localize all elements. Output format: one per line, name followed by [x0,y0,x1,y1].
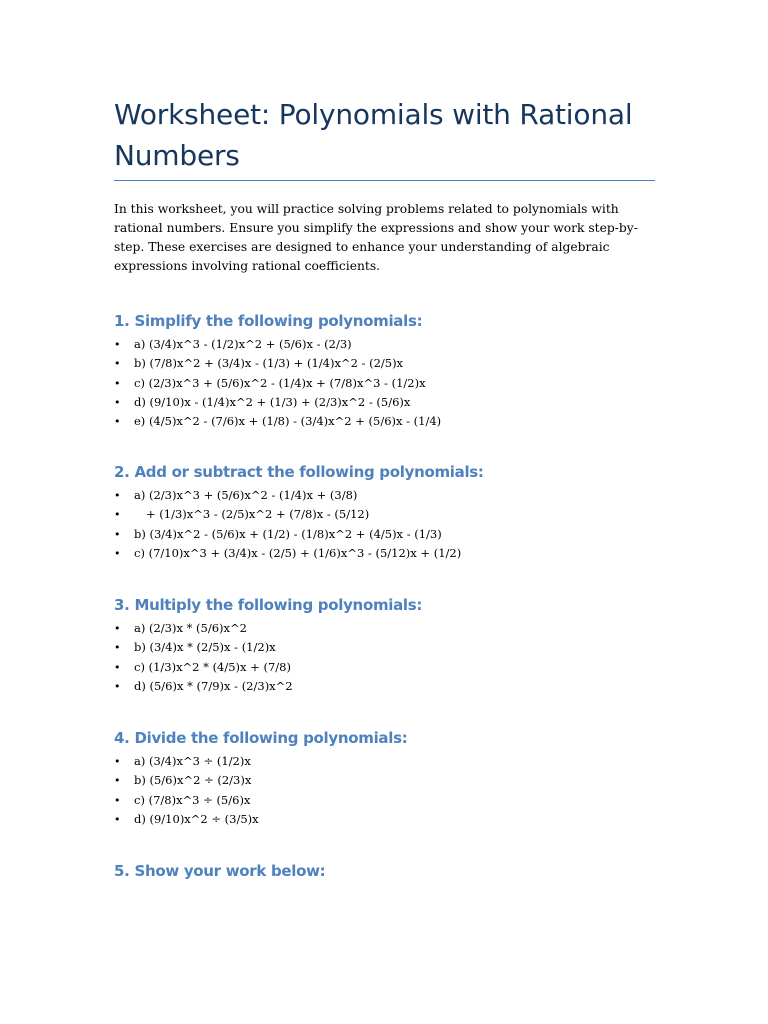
problem-list [114,335,674,431]
list-item [114,658,674,677]
section-heading: 5. Show your work below: [114,862,326,880]
bullet-icon: • [114,508,121,522]
problem-text: d) (9/10)x - (1/4)x^2 + (1/3) + (2/3)x^2 - (5/6)x [134,394,411,409]
bullet-icon: • [114,755,121,768]
problem-list [114,486,674,563]
list-item [114,412,674,431]
bullet-icon: • [114,357,121,371]
problem-text: c) (1/3)x^2 * (4/5)x + (7/8) [134,659,291,674]
section-simplify [114,309,674,431]
problem-list [114,619,674,696]
problem-text: a) (2/3)x^3 + (5/6)x^2 - (1/4)x + (3/8) [134,488,358,502]
problem-text: a) (2/3)x * (5/6)x^2 [134,621,247,635]
list-item [114,638,674,657]
bullet-icon: • [114,660,121,674]
bullet-icon: • [114,338,121,351]
list-item [114,393,674,412]
problem-text: b) (7/8)x^2 + (3/4)x - (1/3) + (1/4)x^2 - (2/5)x [134,356,404,371]
title-underline [114,180,655,181]
section-add-subtract [114,460,674,563]
list-item [114,677,674,696]
problem-text: a) (3/4)x^3 ÷ (1/2)x [134,754,251,768]
problem-text: b) (3/4)x^2 - (5/6)x + (1/2) - (1/8)x^2 + (4/5)x - (1/3) [134,526,442,541]
problem-text: c) (7/10)x^3 + (3/4)x - (2/5) + (1/6)x^3 - (5/12)x + (1/2) [134,545,462,560]
bullet-icon: • [114,679,121,693]
section-show-work [114,859,674,883]
problem-text: c) (2/3)x^3 + (5/6)x^2 - (1/4)x + (7/8)x^3 - (1/2)x [134,375,426,390]
list-item [114,791,674,810]
problem-text: a) (3/4)x^3 - (1/2)x^2 + (5/6)x - (2/3) [134,337,352,351]
section-heading: 4. Divide the following polynomials: [114,729,408,747]
bullet-icon: • [114,641,121,655]
list-item [114,771,674,790]
section-heading: 2. Add or subtract the following polynomials: [114,463,484,481]
list-item [114,335,674,354]
list-item [114,544,674,563]
list-item [114,752,674,771]
bullet-icon: • [114,489,121,502]
list-item [114,374,674,393]
bullet-icon: • [114,527,121,541]
list-item [114,619,674,638]
problem-text: d) (5/6)x * (7/9)x - (2/3)x^2 [134,678,293,693]
bullet-icon: • [114,793,121,807]
intro-paragraph: In this worksheet, you will practice solving problems related to polynomials with rational numbers. Ensure you simplify the expressions and show your work step-by-step. These exercises are designed to enhance your understanding of algebraic expressions involving rational coefficients. [114,202,638,273]
problem-text: b) (5/6)x^2 ÷ (2/3)x [134,773,252,788]
problem-text: e) (4/5)x^2 - (7/6)x + (1/8) - (3/4)x^2 + (5/6)x - (1/4) [134,414,442,429]
page-title: Worksheet: Polynomials with Rational Numbers [114,98,633,172]
problem-text: + (1/3)x^3 - (2/5)x^2 + (7/8)x - (5/12) [146,507,370,522]
bullet-icon: • [114,622,121,635]
bullet-icon: • [114,395,121,409]
list-item [114,525,674,544]
section-heading: 3. Multiply the following polynomials: [114,596,423,614]
bullet-icon: • [114,376,121,390]
list-item [114,354,674,373]
bullet-icon: • [114,546,121,560]
section-multiply [114,593,674,696]
list-item [114,810,674,829]
bullet-icon: • [114,415,121,429]
problem-text: d) (9/10)x^2 ÷ (3/5)x [134,811,259,826]
bullet-icon: • [114,774,121,788]
problem-text: b) (3/4)x * (2/5)x - (1/2)x [134,640,276,655]
bullet-icon: • [114,812,121,826]
problem-list [114,752,674,829]
list-item [114,486,674,505]
problem-text: c) (7/8)x^3 ÷ (5/6)x [134,792,251,807]
section-heading: 1. Simplify the following polynomials: [114,312,423,330]
section-divide [114,726,674,829]
list-item [114,505,674,524]
